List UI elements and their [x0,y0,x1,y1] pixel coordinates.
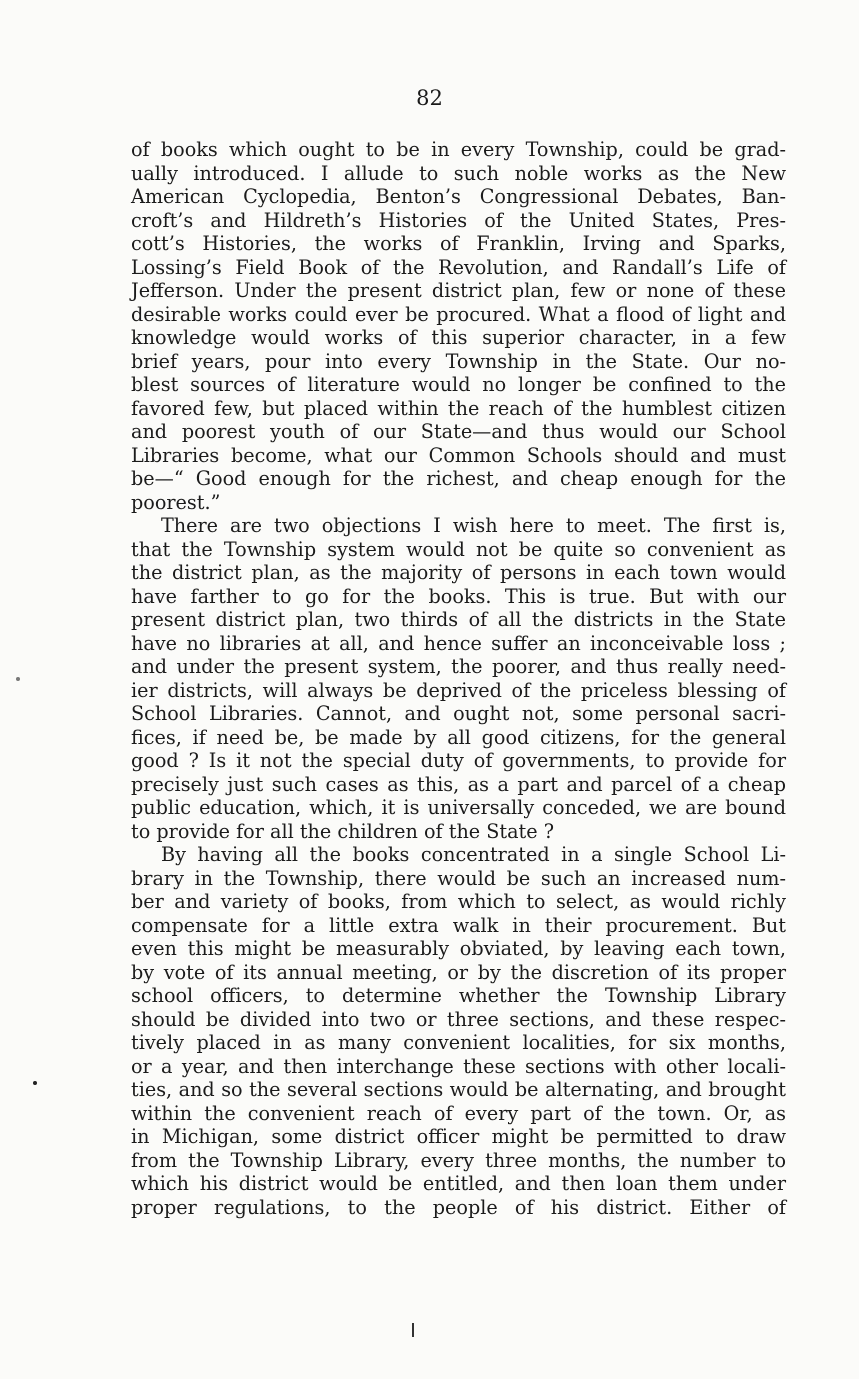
text-line: favored few, but placed within the reach of the humblest citizen [131,396,786,420]
text-line: of books which ought to be in every Township, could be grad- [131,138,786,161]
scan-speck [16,677,20,681]
text-line: from the Township Library, every three months, the number to [131,1148,786,1172]
text-line: Libraries become, what our Common Schools should and must [131,443,786,467]
text-line: good ? Is it not the special duty of governments, to provide for [131,749,786,772]
text-line: in Michigan, some district officer might be permitted to draw [131,1125,786,1148]
text-line: There are two objections I wish here to meet. The first is, [161,514,786,537]
text-line: have farther to go for the books. This is true. But with our [131,584,786,608]
scan-speck [33,1081,37,1085]
text-line: cott’s Histories, the works of Franklin, Irving and Sparks, [131,232,786,255]
text-line: brary in the Township, there would be such an increased num- [131,866,786,890]
text-line: proper regulations, to the people of his district. Either of [131,1195,786,1219]
text-line: and poorest youth of our State—and thus would our School [131,420,786,443]
text-line: be—“ Good enough for the richest, and cheap enough for the [131,467,786,490]
text-line: blest sources of literature would no longer be confined to the [131,373,786,396]
text-line: ually introduced. I allude to such noble works as the New [131,161,786,185]
text-line: desirable works could ever be procured. What a flood of light and [131,302,786,326]
text-line: ber and variety of books, from which to select, as would richly [131,890,786,913]
text-line: School Libraries. Cannot, and ought not, some personal sacri- [131,702,786,725]
text-line: By having all the books concentrated in a single School Li- [161,843,786,866]
text-line: and under the present system, the poorer, and thus really need- [131,655,786,678]
text-line: precisely just such cases as this, as a part and parcel of a cheap [131,772,786,796]
text-line: croft’s and Hildreth’s Histories of the United States, Pres- [131,208,786,232]
text-line: by vote of its annual meeting, or by the discretion of its proper [131,960,786,984]
text-line: within the convenient reach of every part of the town. Or, as [131,1101,786,1125]
text-line: public education, which, it is universally conceded, we are bound [131,796,786,819]
scan-mark [412,1323,414,1337]
paragraph [131,843,786,1219]
text-line: should be divided into two or three sections, and these respec- [131,1007,786,1031]
text-line: Jefferson. Under the present district plan, few or none of these [131,279,786,302]
text-line: present district plan, two thirds of all the districts in the State [131,608,786,631]
text-line: or a year, and then interchange these sections with other locali- [131,1054,786,1078]
text-line: have no libraries at all, and hence suffer an inconceivable loss ; [131,631,786,655]
page-number: 82 [416,86,443,110]
text-line: poorest.” [131,490,221,514]
text-line: that the Township system would not be quite so convenient as [131,537,786,561]
text-line: ties, and so the several sections would be alternating, and brought [131,1078,786,1101]
text-line: tively placed in as many convenient localities, for six months, [131,1031,786,1054]
text-line: compensate for a little extra walk in their procurement. But [131,913,786,937]
text-line: to provide for all the children of the State ? [131,819,555,843]
text-line: which his district would be entitled, and then loan them under [131,1172,786,1195]
text-line: even this might be measurably obviated, by leaving each town, [131,937,786,960]
text-line: school officers, to determine whether the Township Library [131,984,786,1007]
paragraph [131,514,786,843]
text-line: knowledge would works of this superior character, in a few [131,326,786,349]
text-line: fices, if need be, be made by all good citizens, for the general [131,725,786,749]
text-line: brief years, pour into every Township in the State. Our no- [131,349,786,373]
paragraph [131,138,786,514]
page-body [131,138,786,1219]
text-line: American Cyclopedia, Benton’s Congressional Debates, Ban- [131,185,786,208]
text-line: the district plan, as the majority of persons in each town would [131,561,786,584]
text-line: ier districts, will always be deprived of the priceless blessing of [131,678,786,702]
text-line: Lossing’s Field Book of the Revolution, and Randall’s Life of [131,255,786,279]
